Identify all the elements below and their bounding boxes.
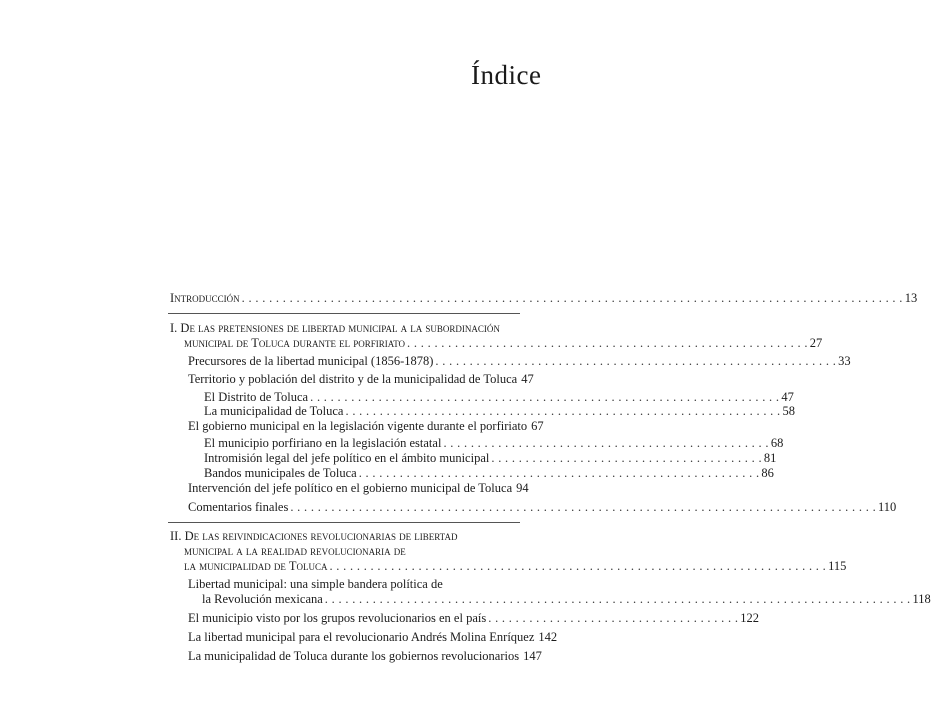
chapter-2-heading[interactable]: II. De las reivindicaciones revolucionarias de libertad [170, 529, 458, 543]
dot-leader: . . . . . . . . . . . . . . . . . . . . . . . . . . . . . . . . . . . . . . . . . . . . . . . . . . . . . . . . . . . . . . . . . . . . . . . . . . . . . . . . . . . . . . [324, 592, 911, 606]
toc-entry-label: Comentarios finales [188, 500, 289, 514]
dot-leader: . . . . . . . . . . . . . . . . . . . . . . . . . . . . . . . . . . . . . . . . . . . . . . . . . . . . . . . . . . . . . . . . . . . . . [310, 390, 780, 404]
divider [168, 522, 520, 523]
dot-leader: . . . . . . . . . . . . . . . . . . . . . . . . . . . . . . . . . . . . . [488, 611, 739, 625]
dot-leader: . . . . . . . . . . . . . . . . . . . . . . . . . . . . . . . . . . . . . . . . . . . . . . . . . . . . . . . . . . . [435, 354, 837, 368]
toc-entry-label: La municipalidad de Toluca durante los gobiernos revolucionarios [188, 649, 520, 663]
toc-entry[interactable] [204, 390, 794, 405]
toc-page-number: 67 [531, 419, 544, 433]
toc-page-number: 13 [904, 291, 918, 305]
toc-page-number: 118 [912, 592, 931, 606]
toc-entry-label: La libertad municipal para el revolucionario Andrés Molina Enríquez [188, 630, 535, 644]
dot-leader: . . . . . . . . . . . . . . . . . . . . . . . . . . . . . . . . . . . . . . . . . . . . . . . . . . . . . . . . . . . . . . . . . . . . . . . . . [329, 559, 827, 573]
toc-entry[interactable] [188, 372, 534, 387]
toc-entry-label: El Distrito de Toluca [204, 390, 309, 404]
toc-page-number: 94 [516, 481, 529, 495]
toc-entry[interactable] [204, 404, 795, 419]
page-title: Índice [471, 60, 542, 90]
toc-entry[interactable] [188, 630, 558, 645]
dot-leader: . . . . . . . . . . . . . . . . . . . . . . . . . . . . . . . . . . . . . . . . [491, 451, 762, 465]
toc-entry-label: Introducción [170, 291, 240, 305]
toc-page-number: 27 [809, 336, 823, 350]
toc-page-number: 147 [523, 649, 542, 663]
toc-page-number: 58 [782, 404, 795, 418]
toc-entry[interactable] [204, 466, 774, 481]
toc-entry-label[interactable]: Libertad municipal: una simple bandera política de [188, 577, 443, 591]
toc-entry[interactable] [188, 611, 759, 626]
toc-entry-label: La municipalidad de Toluca [204, 404, 344, 418]
chapter-2-heading-cont[interactable]: municipal a la realidad revolucionaria de [184, 544, 406, 558]
toc-entry[interactable] [188, 354, 851, 369]
divider [168, 313, 520, 314]
toc-entry-chapter-2[interactable] [184, 559, 847, 574]
dot-leader: . . . . . . . . . . . . . . . . . . . . . . . . . . . . . . . . . . . . . . . . . . . . . . . . . . . . . . . . . . . . . . . . . . . . . . . . . . . . . . . . . . . . . . . . . . . . . . . . . [241, 291, 903, 305]
toc-page-number: 86 [761, 466, 774, 480]
toc-page-number: 122 [740, 611, 759, 625]
toc-entry-label: El municipio visto por los grupos revolucionarios en el país [188, 611, 487, 625]
chapter-1-heading-cont: municipal de Toluca durante el porfiriato [184, 336, 406, 350]
toc-entry-label: El municipio porfiriano en la legislación estatal [204, 436, 442, 450]
dot-leader: . . . . . . . . . . . . . . . . . . . . . . . . . . . . . . . . . . . . . . . . . . . . . . . . [443, 436, 769, 450]
toc-entry[interactable] [188, 500, 897, 515]
dot-leader: . . . . . . . . . . . . . . . . . . . . . . . . . . . . . . . . . . . . . . . . . . . . . . . . . . . . . . . . . . . [358, 466, 760, 480]
toc-entry-label: Precursores de la libertad municipal (1856-1878) [188, 354, 434, 368]
toc-entry[interactable] [202, 592, 931, 607]
toc-entry[interactable] [188, 481, 529, 496]
toc-entry[interactable] [188, 419, 544, 434]
toc-entry-label: Territorio y población del distrito y de la municipalidad de Toluca [188, 372, 518, 386]
toc-entry-label: Intervención del jefe político en el gobierno municipal de Toluca [188, 481, 513, 495]
toc-entry[interactable] [188, 649, 542, 664]
toc-entry-label: El gobierno municipal en la legislación vigente durante el porfiriato [188, 419, 528, 433]
toc-page-number: 81 [763, 451, 777, 465]
toc-entry[interactable] [204, 436, 784, 451]
toc-entry-chapter-1[interactable] [184, 336, 823, 351]
toc-page-number: 110 [878, 500, 897, 514]
toc-page-number: 33 [838, 354, 851, 368]
toc-entry[interactable] [204, 451, 777, 466]
toc-page-number: 142 [538, 630, 558, 644]
dot-leader: . . . . . . . . . . . . . . . . . . . . . . . . . . . . . . . . . . . . . . . . . . . . . . . . . . . . . . . . . . . . . . . . . . . . . . . . . . . . . . . . . . . . . . [290, 500, 877, 514]
chapter-2-heading-cont: la municipalidad de Toluca [184, 559, 328, 573]
toc-entry-label-cont: la Revolución mexicana [202, 592, 323, 606]
toc-entry-label: Bandos municipales de Toluca [204, 466, 357, 480]
dot-leader: . . . . . . . . . . . . . . . . . . . . . . . . . . . . . . . . . . . . . . . . . . . . . . . . . . . . . . . . . . . . . . . . [345, 404, 781, 418]
toc-entry-intro[interactable] [170, 291, 918, 306]
toc-entry-label: Intromisión legal del jefe político en el ámbito municipal [204, 451, 490, 465]
toc-page-number: 68 [770, 436, 784, 450]
toc-page-number: 47 [781, 390, 794, 404]
chapter-1-heading[interactable]: I. De las pretensiones de libertad municipal a la subordinación [170, 321, 500, 335]
toc-page-number: 47 [521, 372, 534, 386]
dot-leader: . . . . . . . . . . . . . . . . . . . . . . . . . . . . . . . . . . . . . . . . . . . . . . . . . . . . . . . . . . . [407, 336, 808, 350]
toc-page-number: 115 [828, 559, 847, 573]
